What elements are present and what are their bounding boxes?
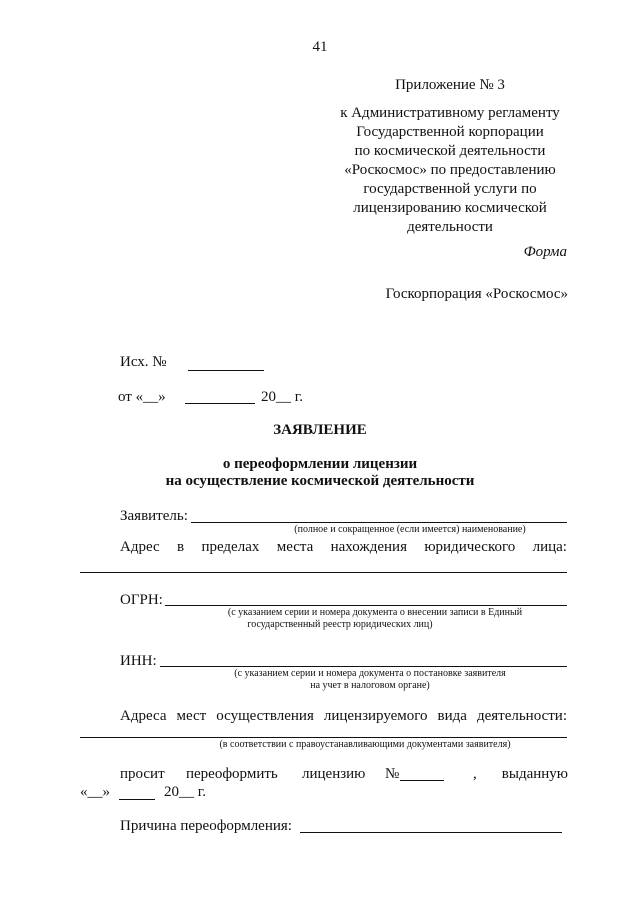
request-word: ,: [473, 766, 477, 782]
document-title: ЗАЯВЛЕНИЕ: [273, 422, 367, 438]
applicant-label: Заявитель:: [120, 508, 188, 524]
appendix-line: «Роскосмос» по предоставлению: [344, 162, 556, 178]
address-word: юридического: [424, 539, 516, 555]
ogrn-hint-1: (с указанием серии и номера документа о внесении записи в Единый: [227, 607, 523, 618]
addressee: Госкорпорация «Роскосмос»: [385, 286, 568, 302]
outgoing-number-label: Исх. №: [120, 354, 167, 370]
reason-label: Причина переоформления:: [120, 818, 292, 834]
document-subtitle-2: на осуществление космической деятельности: [165, 473, 475, 489]
request-date-year: 20__ г.: [164, 784, 206, 800]
address-word: в: [177, 539, 185, 555]
applicant-line: [191, 522, 567, 523]
outgoing-date-line: [185, 403, 255, 404]
inn-hint-2: на учет в налоговом органе): [310, 680, 430, 691]
address-word: места: [276, 539, 314, 555]
ogrn-label: ОГРН:: [120, 592, 163, 608]
applicant-hint: (полное и сокращенное (если имеется) наименование): [294, 524, 526, 535]
address-word: нахождения: [330, 539, 407, 555]
ogrn-hint-2: государственный реестр юридических лиц): [247, 619, 433, 630]
form-label: Форма: [523, 244, 567, 260]
reason-line: [300, 832, 562, 833]
address-word: Адрес: [120, 539, 160, 555]
outgoing-number-line: [188, 370, 264, 371]
appendix-line: государственной услуги по: [363, 181, 537, 197]
request-word: лицензию: [302, 766, 366, 782]
outgoing-date-year: 20__ г.: [261, 389, 303, 405]
inn-hint-1: (с указанием серии и номера документа о постановке заявителя: [234, 668, 506, 679]
appendix-line: деятельности: [407, 219, 493, 235]
appendix-line: Государственной корпорации: [356, 124, 544, 140]
appendix-line: по космической деятельности: [354, 143, 546, 159]
activity-line: [80, 737, 567, 738]
address-label: [120, 538, 567, 557]
request-word: выданную: [501, 766, 568, 782]
appendix-title: Приложение № 3: [395, 77, 505, 93]
page-number: 41: [312, 39, 328, 55]
appendix-line: к Административному регламенту: [340, 105, 560, 121]
request-line: [120, 765, 568, 784]
ogrn-line: [165, 605, 567, 606]
activity-hint: (в соответствии с правоустанавливающими документами заявителя): [219, 739, 511, 750]
address-word: лица:: [532, 539, 567, 555]
request-word: просит: [120, 766, 165, 782]
license-number-line: [400, 780, 444, 781]
request-date-line: [119, 799, 155, 800]
address-line: [80, 572, 567, 573]
appendix-line: лицензированию космической: [353, 200, 547, 216]
document-subtitle-1: о переоформлении лицензии: [222, 456, 418, 472]
activity-label: Адреса мест осуществления лицензируемого вида деятельности:: [120, 708, 567, 724]
request-date-prefix: «__»: [80, 784, 110, 800]
inn-label: ИНН:: [120, 653, 157, 669]
address-word: пределах: [201, 539, 260, 555]
inn-line: [160, 666, 567, 667]
request-word: переоформить: [186, 766, 278, 782]
appendix-block: [330, 104, 570, 237]
request-word: №: [385, 766, 400, 782]
outgoing-date-prefix: от «__»: [118, 389, 166, 405]
